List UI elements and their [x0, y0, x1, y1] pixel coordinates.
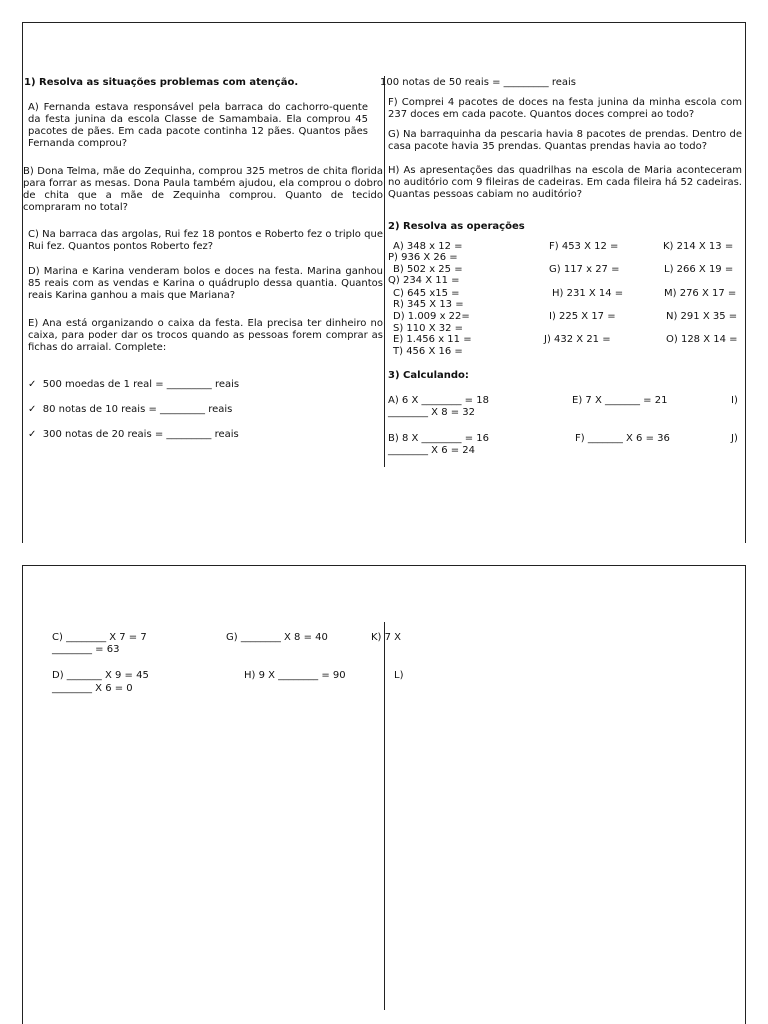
exercise: ________ X 8 = 32: [388, 407, 476, 418]
exercise: A) 6 X ________ = 18: [388, 395, 489, 406]
problem-f: F) Comprei 4 pacotes de doces na festa junina da minha escola com 237 doces em cada pacote. Quantos doces comprei ao todo?: [388, 97, 742, 120]
check-item: ✓ 80 notas de 10 reais = _________ reais: [28, 404, 233, 415]
check-item-continued: 100 notas de 50 reais = _________ reais: [380, 77, 576, 88]
exercise: ________ = 63: [52, 644, 120, 655]
problem-d: D) Marina e Karina venderam bolos e doces na festa. Marina ganhou 85 reais com as vendas e Karina o quádruplo dessa quantia. Quantos reais Karina ganhou a mais que Mariana?: [28, 266, 383, 301]
operation: Q) 234 X 11 =: [388, 275, 460, 286]
operation: J) 432 X 21 =: [544, 334, 611, 345]
section3-heading: 3) Calculando:: [388, 370, 469, 381]
exercise: C) ________ X 7 = 7: [52, 632, 147, 643]
exercise: B) 8 X ________ = 16: [388, 433, 489, 444]
section1-heading: 1) Resolva as situações problemas com atenção.: [24, 77, 299, 88]
exercise: I): [731, 395, 738, 406]
check-item: ✓ 300 notas de 20 reais = _________ reais: [28, 429, 239, 440]
column-divider: [384, 76, 385, 467]
problem-b: B) Dona Telma, mãe do Zequinha, comprou 325 metros de chita florida para forrar as mesas. Dona Paula também ajudou, ela comprou o dobro de chita que a mãe de Zequinha comprou. Quanto de tecido compraram no total?: [23, 166, 383, 213]
check-icon: ✓: [28, 429, 37, 440]
exercise: L): [394, 670, 404, 681]
operation: O) 128 X 14 =: [666, 334, 738, 345]
exercise: F) _______ X 6 = 36: [575, 433, 670, 444]
exercise: ________ X 6 = 0: [52, 683, 133, 694]
check-icon: ✓: [28, 404, 37, 415]
operation: H) 231 X 14 =: [552, 288, 624, 299]
operation: D) 1.009 x 22=: [393, 311, 470, 322]
operation: A) 348 x 12 =: [393, 241, 463, 252]
problem-h: H) As apresentações das quadrilhas na escola de Maria aconteceram no auditório com 9 fileiras de cadeiras. Em cada fileira há 52 cadeiras. Quantas pessoas cabiam no auditório?: [388, 165, 742, 200]
operation: M) 276 X 17 =: [664, 288, 737, 299]
column-divider: [384, 622, 385, 1010]
operation: S) 110 X 32 =: [393, 323, 464, 334]
operation: C) 645 x15 =: [393, 288, 460, 299]
operation: N) 291 X 35 =: [666, 311, 738, 322]
exercise: E) 7 X _______ = 21: [572, 395, 668, 406]
operation: P) 936 X 26 =: [388, 252, 458, 263]
operation: T) 456 X 16 =: [393, 346, 463, 357]
operation: K) 214 X 13 =: [663, 241, 734, 252]
problem-c: C) Na barraca das argolas, Rui fez 18 pontos e Roberto fez o triplo que Rui fez. Quantos pontos Roberto fez?: [28, 229, 383, 252]
exercise: H) 9 X ________ = 90: [244, 670, 346, 681]
operation: I) 225 X 17 =: [549, 311, 616, 322]
check-item: ✓ 500 moedas de 1 real = _________ reais: [28, 379, 240, 390]
exercise: G) ________ X 8 = 40: [226, 632, 328, 643]
operation: R) 345 X 13 =: [393, 299, 464, 310]
exercise: D) _______ X 9 = 45: [52, 670, 149, 681]
exercise: ________ X 6 = 24: [388, 445, 476, 456]
exercise: K) 7 X: [371, 632, 402, 643]
operation: B) 502 x 25 =: [393, 264, 463, 275]
operation: F) 453 X 12 =: [549, 241, 619, 252]
problem-e: E) Ana está organizando o caixa da festa. Ela precisa ter dinheiro no caixa, para poder dar os trocos quando as pessoas forem comprar as fichas do arraial. Complete:: [28, 318, 383, 353]
problem-a: A) Fernanda estava responsável pela barraca do cachorro-quente da festa junina da escola Classe de Samambaia. Ela comprou 45 pacotes de pães. Em cada pacote continha 12 pães. Quantos pães Fernanda comprou?: [28, 102, 368, 149]
operation: L) 266 X 19 =: [664, 264, 734, 275]
section2-heading: 2) Resolva as operações: [388, 221, 525, 232]
exercise: J): [731, 433, 738, 444]
check-icon: ✓: [28, 379, 37, 390]
problem-g: G) Na barraquinha da pescaria havia 8 pacotes de prendas. Dentro de casa pacote havia 35 prendas. Quantas prendas havia ao todo?: [388, 129, 742, 152]
operation: E) 1.456 x 11 =: [393, 334, 472, 345]
operation: G) 117 x 27 =: [549, 264, 620, 275]
